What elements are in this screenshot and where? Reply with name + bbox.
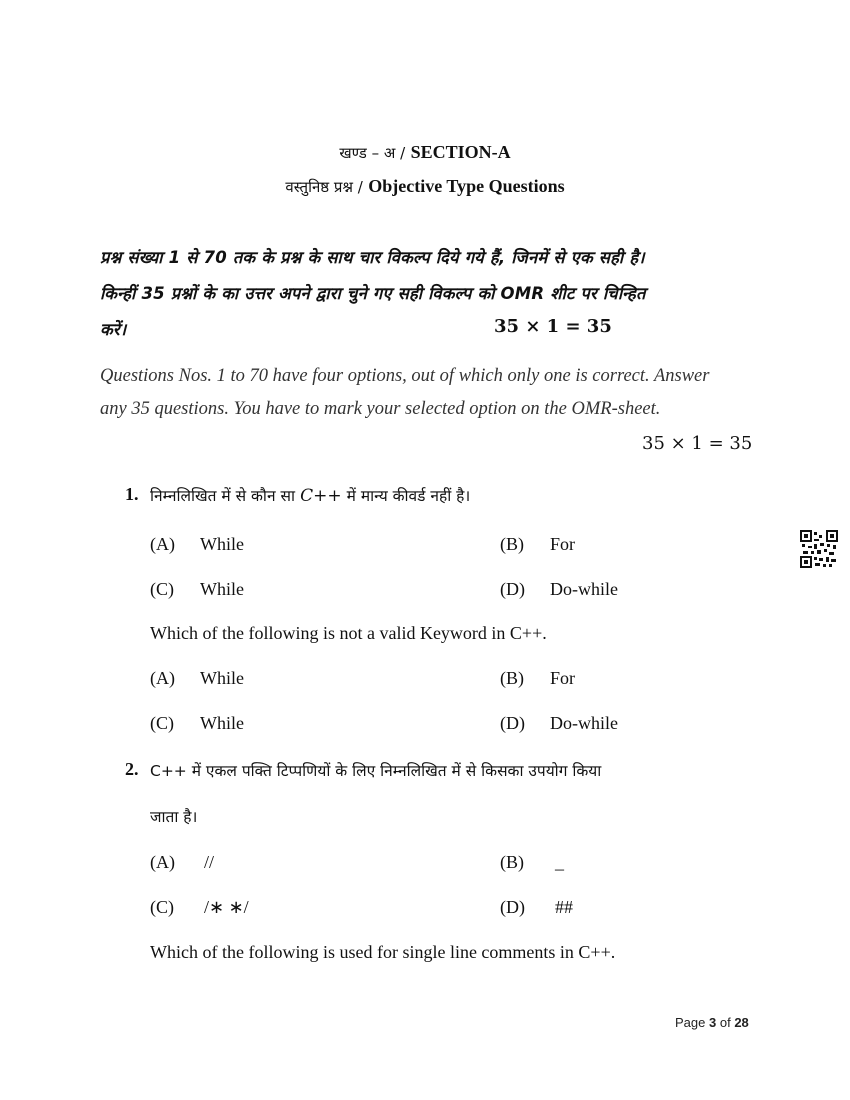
q1-english-option-d-text: Do-while: [550, 713, 618, 733]
question-1-hindi-after: में मान्य कीवर्ड नहीं है।: [346, 487, 471, 505]
section-subtitle: [0, 176, 850, 197]
instruction-hindi-line3: करें।: [100, 320, 127, 339]
q2-option-b-label: (B): [500, 852, 524, 872]
q1-hindi-option-a-label: (A): [150, 534, 175, 554]
question-1-number: 1.: [125, 484, 139, 504]
q1-hindi-option-a-text: While: [200, 534, 244, 554]
page-word: Page: [675, 1015, 706, 1030]
subtitle-hindi: वस्तुनिष्ठ प्रश्न /: [285, 178, 363, 196]
q1-english-option-a-label: (A): [150, 668, 175, 688]
section-hindi: खण्ड – अ /: [339, 144, 406, 162]
q2-option-d-text: ##: [555, 897, 573, 917]
q1-hindi-option-c-label: (C): [150, 579, 174, 599]
instruction-english-line1: Questions Nos. 1 to 70 have four options, out of which only one is correct. Answer: [100, 366, 710, 386]
q1-english-option-d-label: (D): [500, 713, 525, 733]
instruction-hindi-line2: किन्हीं 35 प्रश्नों के का उत्तर अपने द्वारा चुने गए सही विकल्प को OMR शीट पर चिन्हित: [100, 284, 646, 303]
q2-option-a-label: (A): [150, 852, 175, 872]
q2-option-a-text: //: [204, 852, 215, 872]
q2-option-b-text: _: [555, 852, 564, 872]
q1-english-option-c-text: While: [200, 713, 244, 733]
section-heading: [0, 142, 850, 163]
section-english: SECTION-A: [410, 142, 511, 162]
question-2-number: 2.: [125, 759, 139, 779]
q1-hindi-option-d-label: (D): [500, 579, 525, 599]
page-of-word: of: [719, 1015, 731, 1030]
q1-english-option-b-label: (B): [500, 668, 524, 688]
instruction-hindi-line1: प्रश्न संख्या 1 से 70 तक के प्रश्न के साथ चार विकल्प दिये गये हैं, जिनमें से एक सही है।: [100, 248, 645, 267]
q1-hindi-option-d-text: Do-while: [550, 579, 618, 599]
page-footer: [675, 1015, 749, 1030]
q2-option-c-text: /∗ ∗/: [204, 897, 249, 917]
question-2-hindi-line2: जाता है।: [150, 808, 198, 826]
q1-english-option-b-text: For: [550, 668, 576, 688]
q2-option-c-label: (C): [150, 897, 174, 917]
question-1-english: Which of the following is not a valid Keyword in C++.: [150, 623, 547, 643]
marks-hindi: 35 × 1 = 35: [494, 316, 612, 337]
page-current: 3: [709, 1015, 717, 1030]
q1-english-option-a-text: While: [200, 668, 244, 688]
question-1-hindi: [150, 484, 470, 506]
marks-english: 35 × 1 = 35: [642, 433, 753, 454]
subtitle-english: Objective Type Questions: [368, 176, 565, 196]
instruction-english-line2: any 35 questions. You have to mark your selected option on the OMR-sheet.: [100, 399, 661, 419]
question-2-english: Which of the following is used for single line comments in C++.: [150, 942, 616, 962]
q1-hindi-option-b-text: For: [550, 534, 576, 554]
q2-option-d-label: (D): [500, 897, 525, 917]
q1-english-option-c-label: (C): [150, 713, 174, 733]
question-1-hindi-before: निम्नलिखित में से कौन सा: [150, 487, 295, 505]
question-1-hindi-code: C++: [300, 486, 342, 506]
question-2-hindi-line1: C++ में एकल पक्ति टिप्पणियों के लिए निम्नलिखित में से किसका उपयोग किया: [150, 762, 602, 780]
qr-code-icon: [800, 530, 838, 568]
q1-hindi-option-c-text: While: [200, 579, 244, 599]
page-total: 28: [734, 1015, 749, 1030]
q1-hindi-option-b-label: (B): [500, 534, 524, 554]
